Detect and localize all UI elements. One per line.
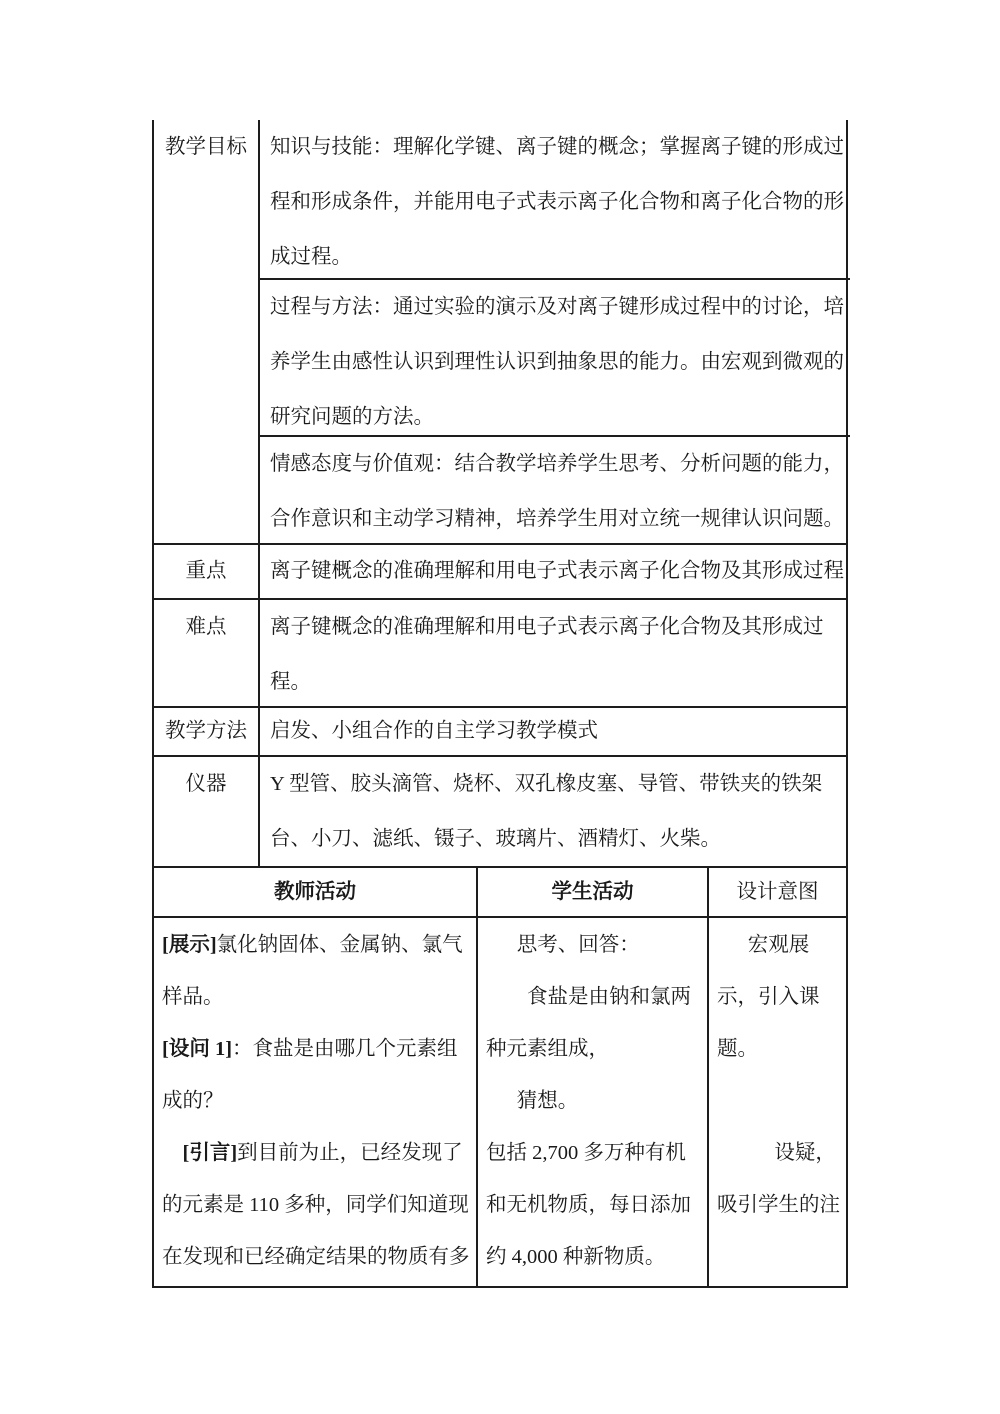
text-line: 吸引学生的注 (717, 1194, 840, 1216)
text-line: 台、小刀、滤纸、镊子、玻璃片、酒精灯、火柴。 (270, 828, 721, 850)
apparatus-cell (260, 757, 846, 866)
text-line: 和无机物质，每日添加 (486, 1194, 691, 1216)
text-line: 离子键概念的准确理解和用电子式表示离子化合物及其形成过程 (270, 560, 844, 582)
key-point-cell (260, 545, 850, 598)
text-line: 食盐是由钠和氯两 (527, 986, 691, 1008)
text-line: 情感态度与价值观：结合教学培养学生思考、分析问题的能力， (270, 453, 844, 475)
key-point-row (154, 545, 846, 600)
apparatus-row (154, 757, 846, 868)
text-line (717, 1075, 842, 1127)
text-line: 样品。 (162, 986, 224, 1008)
text-line: 在发现和已经确定结果的物质有多 (162, 1246, 470, 1268)
design-intent-cell (709, 918, 846, 1286)
text-line: 离子键概念的准确理解和用电子式表示离子化合物及其形成过 (270, 616, 824, 638)
text-line: 知识与技能：理解化学键、离子键的概念；掌握离子键的形成过 (270, 136, 844, 158)
text-line: 成过程。 (270, 246, 352, 268)
objectives-stack (260, 120, 850, 543)
text-line: 包括 2,700 多万种有机 (486, 1142, 686, 1164)
text-line: 程。 (270, 671, 311, 693)
text-line: 猜想。 (516, 1090, 579, 1112)
text-line: 思考、回答： (516, 934, 640, 956)
text-line: 成的？ (162, 1090, 224, 1112)
objectives-label: 教学目标 (154, 120, 260, 543)
student-activity-header: 学生活动 (478, 868, 709, 916)
text-line: 约 4,000 种新物质。 (486, 1246, 666, 1268)
knowledge-skills-cell (260, 120, 850, 280)
text-line: 种元素组成， (486, 1038, 609, 1060)
design-intent-header: 设计意图 (736, 881, 819, 903)
affect-values-cell (260, 437, 850, 543)
text-line: 题。 (717, 1038, 758, 1060)
activity-header-row (154, 868, 846, 918)
text-line: 程和形成条件，并能用电子式表示离子化合物和离子化合物的形 (270, 191, 844, 213)
difficult-point-label: 难点 (154, 600, 260, 706)
text-line: 启发、小组合作的自主学习教学模式 (270, 720, 598, 742)
text-line: 过程与方法：通过实验的演示及对离子键形成过程中的讨论，培 (270, 296, 844, 318)
text-line: 的元素是 110 多种，同学们知道现 (162, 1194, 469, 1216)
teacher-activity-header: 教师活动 (154, 868, 478, 916)
student-activity-cell (478, 918, 709, 1286)
lesson-plan-table (152, 120, 848, 1288)
process-methods-cell (260, 280, 850, 437)
text-line: 养学生由感性认识到理性认识到抽象思的能力。由宏观到微观的 (270, 351, 844, 373)
objectives-row (154, 120, 846, 545)
key-point-label: 重点 (154, 545, 260, 598)
teaching-method-label: 教学方法 (154, 708, 260, 755)
text-line: 合作意识和主动学习精神，培养学生用对立统一规律认识问题。 (270, 508, 844, 530)
text-line: 设疑， (774, 1142, 836, 1164)
teacher-activity-cell (154, 918, 478, 1286)
text-line: [引言]到目前为止，已经发现了 (182, 1142, 463, 1164)
text-line: [设问 1]：食盐是由哪几个元素组 (162, 1038, 458, 1060)
teaching-method-cell (260, 708, 846, 755)
text-line: 宏观展 (747, 934, 810, 956)
difficult-point-cell (260, 600, 846, 706)
text-line: 研究问题的方法。 (270, 406, 434, 428)
text-line: 示，引入课 (717, 986, 820, 1008)
teaching-method-row (154, 708, 846, 757)
apparatus-label: 仪器 (154, 757, 260, 866)
text-line: [展示]氯化钠固体、金属钠、氯气 (162, 934, 463, 956)
difficult-point-row (154, 600, 846, 708)
activity-body-row (154, 918, 846, 1286)
text-line: Y 型管、胶头滴管、烧杯、双孔橡皮塞、导管、带铁夹的铁架 (270, 773, 823, 795)
